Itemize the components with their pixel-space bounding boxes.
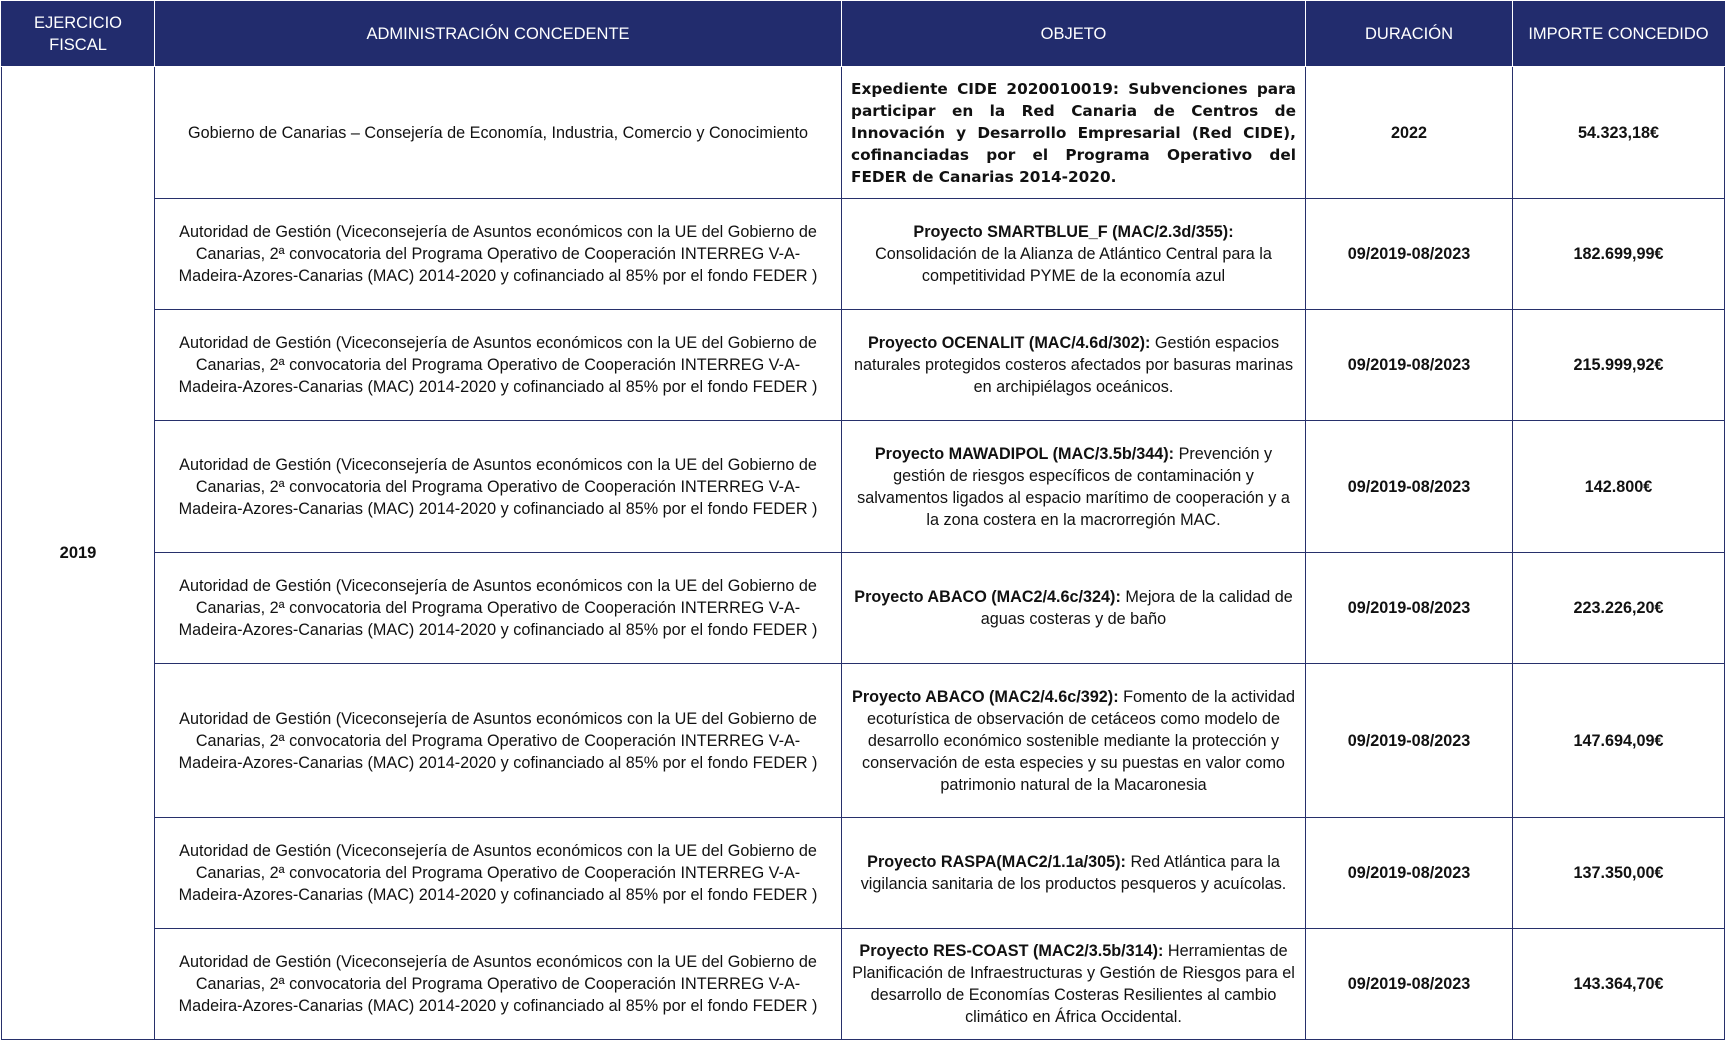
header-importe-concedido: IMPORTE CONCEDIDO — [1513, 2, 1725, 67]
table-row — [2, 310, 1725, 421]
objeto-description: Gestión espacios naturales protegidos costeros afectados por basuras marinas en archipiélagos oceánicos. — [853, 334, 1294, 396]
table-row — [2, 67, 1725, 199]
table-row — [2, 929, 1725, 1040]
header-objeto: OBJETO — [842, 2, 1306, 67]
objeto-lead: Proyecto ABACO (MAC2/4.6c/324): — [854, 588, 1121, 606]
objeto-cell — [842, 664, 1306, 818]
subsidies-table — [1, 1, 1725, 1040]
table-header — [2, 2, 1725, 67]
objeto-cell — [842, 67, 1306, 199]
objeto-lead: Proyecto SMARTBLUE_F (MAC/2.3d/355): — [913, 223, 1234, 241]
importe-cell: 137.350,00€ — [1513, 818, 1725, 929]
objeto-lead: Proyecto ABACO (MAC2/4.6c/392): — [852, 687, 1119, 706]
administracion-cell: Autoridad de Gestión (Viceconsejería de Asuntos económicos con la UE del Gobierno de Canarias, 2ª convocatoria del Programa Operativo de Cooperación INTERREG V-A- Madeira-Azores-Canarias (MAC) 2014-2020 y cofinanciado al 85% por el fondo FEDER ) — [155, 818, 842, 929]
duracion-cell: 2022 — [1306, 67, 1513, 199]
table-row — [2, 421, 1725, 553]
administracion-cell: Autoridad de Gestión (Viceconsejería de Asuntos económicos con la UE del Gobierno de Canarias, 2ª convocatoria del Programa Operativo de Cooperación INTERREG V-A- Madeira-Azores-Canarias (MAC) 2014-2020 y cofinanciado al 85% por el fondo FEDER ) — [155, 664, 842, 818]
objeto-cell — [842, 553, 1306, 664]
objeto-cell — [842, 818, 1306, 929]
header-row — [2, 2, 1725, 67]
administracion-cell: Autoridad de Gestión (Viceconsejería de Asuntos económicos con la UE del Gobierno de Canarias, 2ª convocatoria del Programa Operativo de Cooperación INTERREG V-A- Madeira-Azores-Canarias (MAC) 2014-2020 y cofinanciado al 85% por el fondo FEDER ) — [155, 929, 842, 1040]
objeto-description: Prevención y gestión de riesgos específicos de contaminación y salvamentos ligados al espacio marítimo de cooperación y a la zona costera en la macrorregión MAC. — [857, 444, 1290, 529]
duracion-cell: 09/2019-08/2023 — [1306, 421, 1513, 553]
objeto-description: Herramientas de Planificación de Infraestructuras y Gestión de Riesgos para el desarrollo de Economías Costeras Resilientes al cambio climático en África Occidental. — [852, 942, 1295, 1026]
duracion-cell: 09/2019-08/2023 — [1306, 310, 1513, 421]
objeto-lead: Expediente CIDE 2020010019: Subvenciones para participar en la Red Canaria de Centros de Innovación y Desarrollo Empresarial (Red CIDE), cofinanciadas por el Programa Operativo del FEDER de Canarias 2014-2020. — [851, 79, 1296, 186]
importe-cell: 223.226,20€ — [1513, 553, 1725, 664]
header-duracion: DURACIÓN — [1306, 2, 1513, 67]
importe-cell: 182.699,99€ — [1513, 199, 1725, 310]
duracion-cell: 09/2019-08/2023 — [1306, 818, 1513, 929]
duracion-cell: 09/2019-08/2023 — [1306, 199, 1513, 310]
importe-cell: 54.323,18€ — [1513, 67, 1725, 199]
objeto-description: Red Atlántica para la vigilancia sanitaria de los productos pesqueros y acuícolas. — [860, 853, 1287, 893]
administracion-cell: Autoridad de Gestión (Viceconsejería de Asuntos económicos con la UE del Gobierno de Canarias, 2ª convocatoria del Programa Operativo de Cooperación INTERREG V-A- Madeira-Azores-Canarias (MAC) 2014-2020 y cofinanciado al 85% por el fondo FEDER ) — [155, 421, 842, 553]
administracion-cell: Gobierno de Canarias – Consejería de Economía, Industria, Comercio y Conocimiento — [155, 67, 842, 199]
table-row — [2, 664, 1725, 818]
importe-cell: 147.694,09€ — [1513, 664, 1725, 818]
objeto-cell — [842, 421, 1306, 553]
objeto-lead: Proyecto RES-COAST (MAC2/3.5b/314): — [859, 942, 1164, 960]
objeto-cell — [842, 929, 1306, 1040]
importe-cell: 142.800€ — [1513, 421, 1725, 553]
table-row — [2, 818, 1725, 929]
table-row — [2, 199, 1725, 310]
objeto-lead: Proyecto RASPA(MAC2/1.1a/305): — [867, 853, 1126, 871]
administracion-cell: Autoridad de Gestión (Viceconsejería de Asuntos económicos con la UE del Gobierno de Canarias, 2ª convocatoria del Programa Operativo de Cooperación INTERREG V-A- Madeira-Azores-Canarias (MAC) 2014-2020 y cofinanciado al 85% por el fondo FEDER ) — [155, 199, 842, 310]
fiscal-year-cell: 2019 — [2, 67, 155, 1040]
table-body — [2, 67, 1725, 1040]
importe-cell: 143.364,70€ — [1513, 929, 1725, 1040]
objeto-cell — [842, 310, 1306, 421]
duracion-cell: 09/2019-08/2023 — [1306, 664, 1513, 818]
objeto-description: Consolidación de la Alianza de Atlántico Central para la competitividad PYME de la economía azul — [875, 245, 1272, 285]
importe-cell: 215.999,92€ — [1513, 310, 1725, 421]
objeto-lead: Proyecto OCENALIT (MAC/4.6d/302): — [867, 334, 1151, 352]
objeto-cell — [842, 199, 1306, 310]
administracion-cell: Autoridad de Gestión (Viceconsejería de Asuntos económicos con la UE del Gobierno de Canarias, 2ª convocatoria del Programa Operativo de Cooperación INTERREG V-A- Madeira-Azores-Canarias (MAC) 2014-2020 y cofinanciado al 85% por el fondo FEDER ) — [155, 310, 842, 421]
objeto-lead: Proyecto MAWADIPOL (MAC/3.5b/344): — [874, 444, 1175, 463]
duracion-cell: 09/2019-08/2023 — [1306, 929, 1513, 1040]
duracion-cell: 09/2019-08/2023 — [1306, 553, 1513, 664]
header-ejercicio-fiscal: EJERCICIO FISCAL — [2, 2, 155, 67]
administracion-cell: Autoridad de Gestión (Viceconsejería de Asuntos económicos con la UE del Gobierno de Canarias, 2ª convocatoria del Programa Operativo de Cooperación INTERREG V-A- Madeira-Azores-Canarias (MAC) 2014-2020 y cofinanciado al 85% por el fondo FEDER ) — [155, 553, 842, 664]
table-row — [2, 553, 1725, 664]
objeto-description: Mejora de la calidad de aguas costeras y de baño — [980, 588, 1293, 628]
header-administracion-concedente: ADMINISTRACIÓN CONCEDENTE — [155, 2, 842, 67]
objeto-description: Fomento de la actividad ecoturística de observación de cetáceos como modelo de desarrollo económico sostenible mediante la protección y conservación de esta especies y su puestas en valor como patrimonio natural de la Macaronesia — [862, 687, 1295, 794]
